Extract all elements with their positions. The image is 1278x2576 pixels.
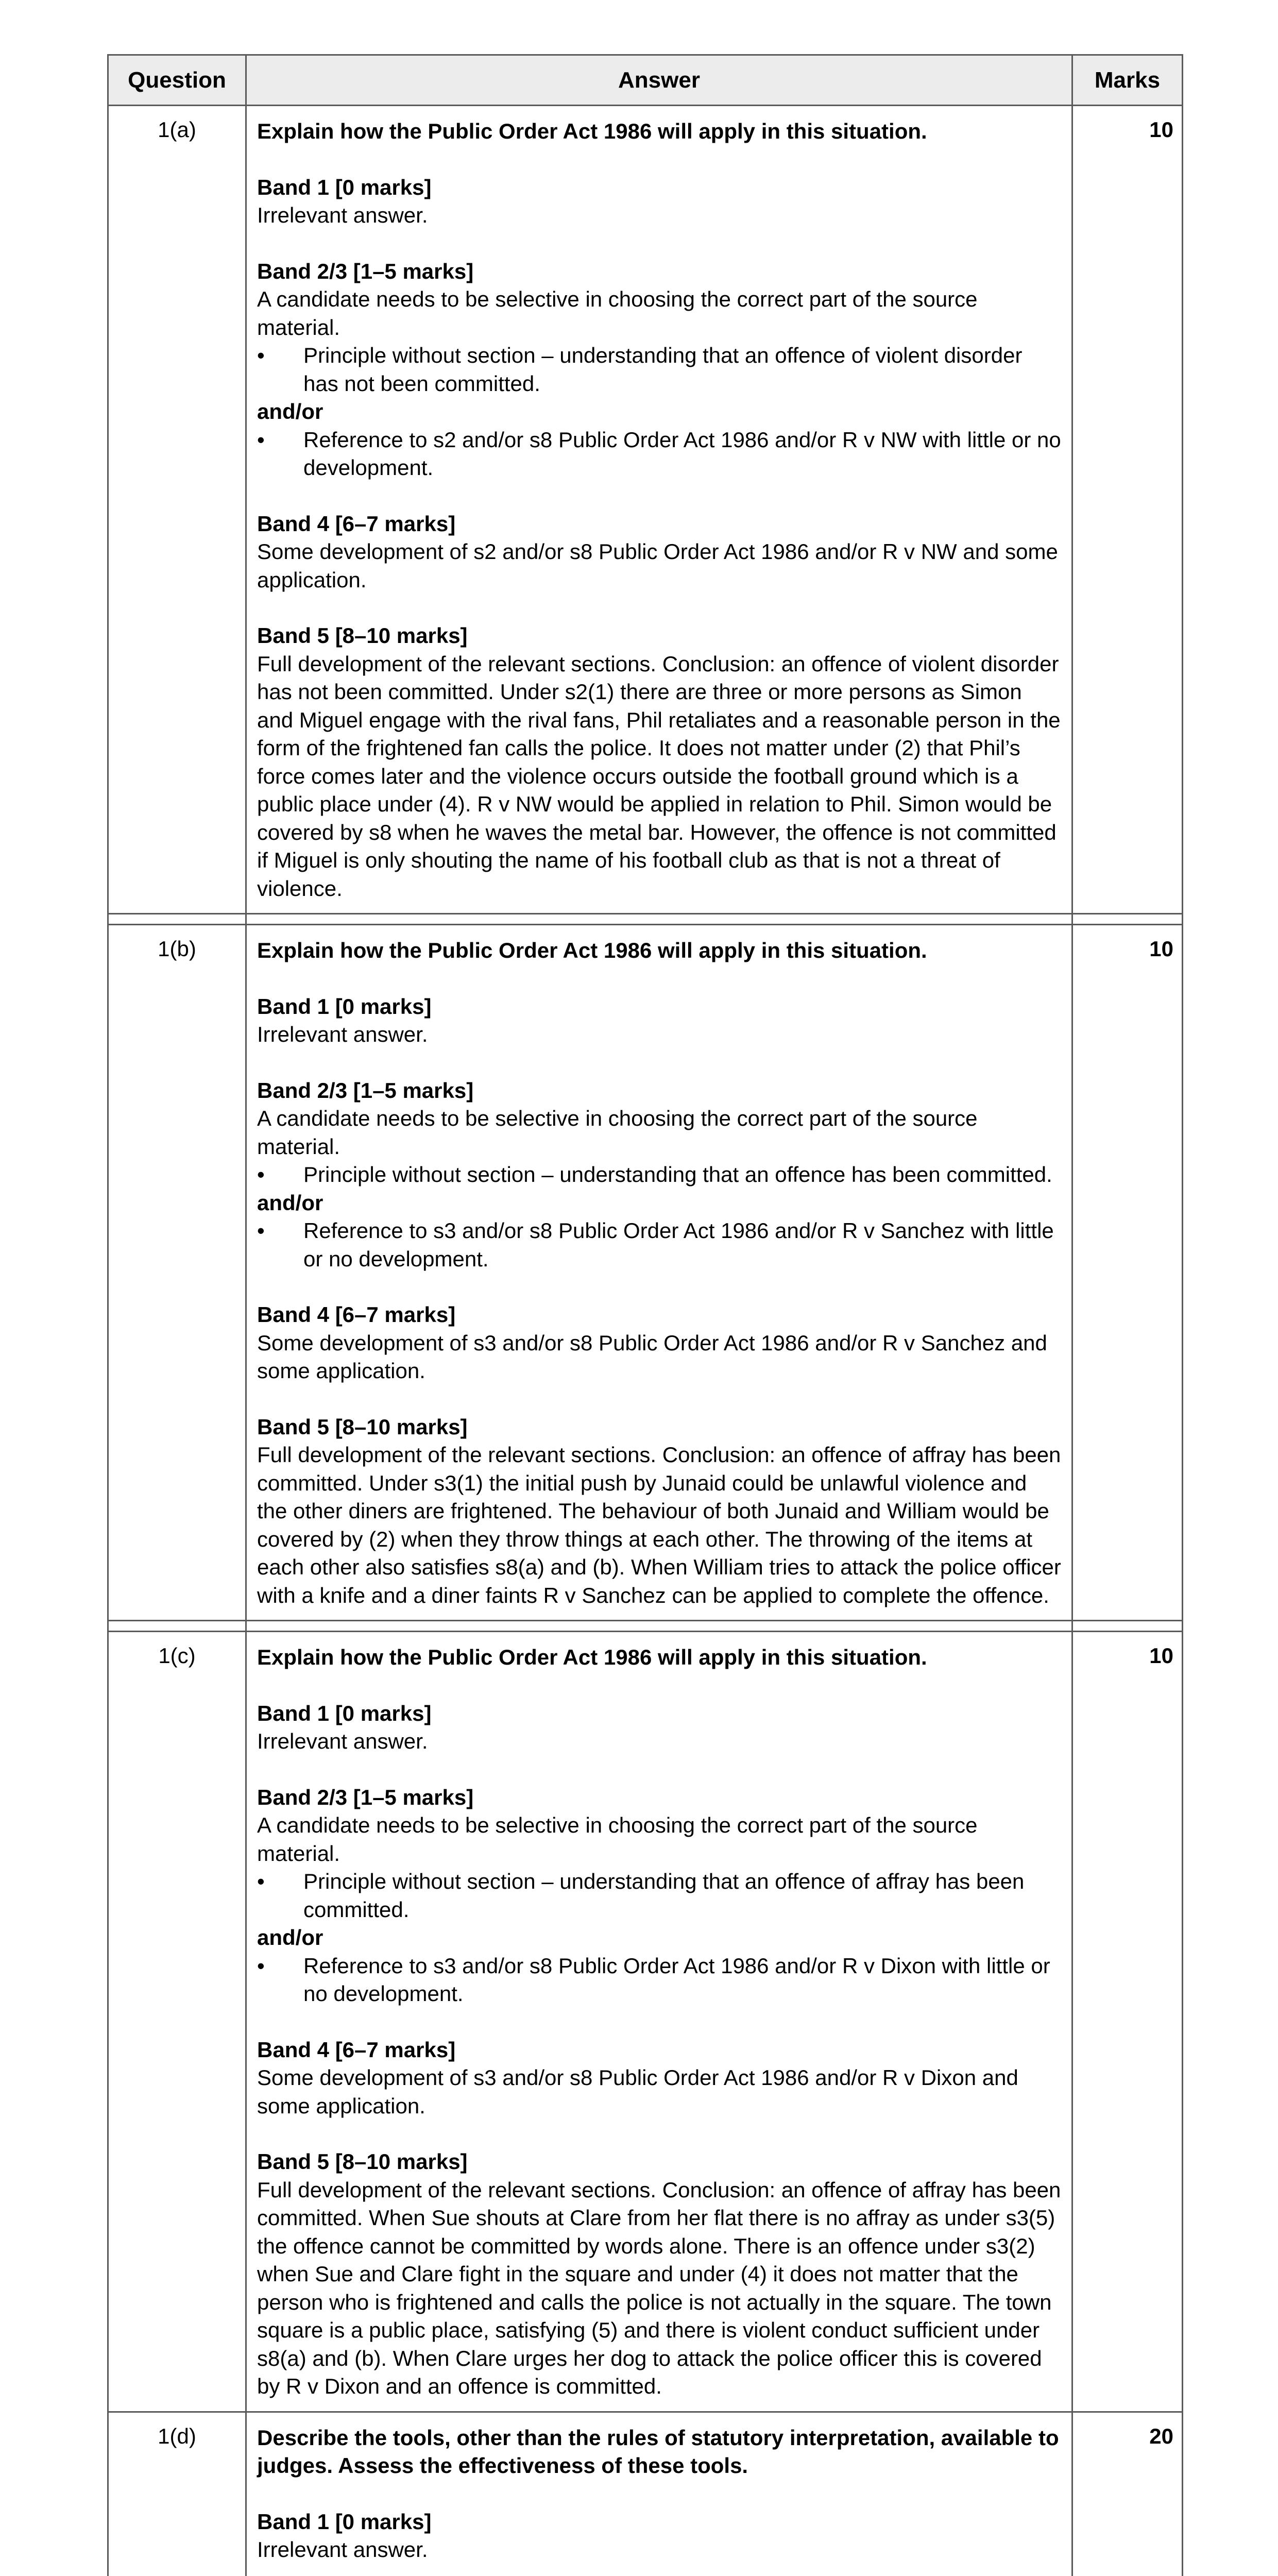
separator-cell (108, 1621, 246, 1632)
row-separator (108, 1621, 1183, 1632)
row-separator (108, 914, 1183, 925)
bullet-icon: • (257, 343, 265, 367)
band-title: Band 4 [6–7 marks] (257, 2037, 456, 2062)
bullet-text: Reference to s2 and/or s8 Public Order Act 1986 and/or R v NW with little or no development. (303, 427, 1061, 480)
mark-scheme-table (107, 54, 1183, 2576)
band-5 (257, 622, 1061, 903)
band-title: Band 2/3 [1–5 marks] (257, 1078, 474, 1103)
band-text: Some development of s3 and/or s8 Public Order Act 1986 and/or R v Sanchez and some application. (257, 1330, 1047, 1383)
band-text: A candidate needs to be selective in choosing the correct part of the source material. (257, 1813, 978, 1866)
bullet-list (257, 1868, 1061, 1924)
band-text: Some development of s2 and/or s8 Public Order Act 1986 and/or R v NW and some application. (257, 539, 1058, 592)
table-row (108, 106, 1183, 914)
band-5 (257, 2148, 1061, 2401)
band-title: Band 4 [6–7 marks] (257, 511, 456, 536)
band-1 (257, 2508, 1061, 2564)
band-4 (257, 1301, 1061, 1385)
separator-cell (1072, 1621, 1183, 1632)
marks-column-header: Marks (1072, 55, 1183, 106)
bullet-text: Reference to s3 and/or s8 Public Order Act 1986 and/or R v Dixon with little or no development. (303, 1953, 1050, 2006)
marks-value: 10 (1072, 1632, 1183, 2412)
band-text: A candidate needs to be selective in choosing the correct part of the source material. (257, 1106, 978, 1159)
bullet-icon: • (257, 1218, 265, 1243)
bullet-item (257, 342, 1061, 398)
question-number: 1(d) (108, 2412, 246, 2576)
bullet-item (257, 1868, 1061, 1924)
question-number: 1(a) (108, 106, 246, 914)
band-text: Irrelevant answer. (257, 2537, 428, 2562)
bullet-icon: • (257, 1162, 265, 1187)
band-title: Band 1 [0 marks] (257, 2509, 432, 2534)
band-text: Full development of the relevant sections. Conclusion: an offence of affray has been committed. Under s3(1) the initial push by Junaid could be unlawful violence and the other diners are frightened. The behaviour of both Junaid and William would be covered by (2) when they throw things at each other. The throwing of the items at each other also satisfies s8(a) and (b). When William tries to attack the police officer with a knife and a diner faints R v Sanchez can be applied to complete the offence. (257, 1443, 1061, 1607)
question-prompt: Explain how the Public Order Act 1986 will apply in this situation. (257, 938, 927, 962)
bullet-list (257, 1217, 1061, 1273)
band-title: Band 5 [8–10 marks] (257, 623, 468, 648)
question-number: 1(b) (108, 925, 246, 1621)
band-text: Full development of the relevant sections. Conclusion: an offence of affray has been committed. When Sue shouts at Clare from her flat there is no affray as under s3(5) the offence cannot be committed by words alone. There is an offence under s3(2) when Sue and Clare fight in the square and under (4) it does not matter that the person who is frightened and calls the police is not actually in the square. The town square is a public place, satisfying (5) and there is violent conduct sufficient under s8(a) and (b). When Clare urges her dog to attack the police officer this is covered by R v Dixon and an offence is committed. (257, 2177, 1061, 2398)
answer-cell (246, 2412, 1072, 2576)
band-1 (257, 993, 1061, 1049)
answer-cell (246, 1632, 1072, 2412)
bullet-item (257, 426, 1061, 482)
bullet-text: Principle without section – understanding that an offence has been committed. (303, 1162, 1052, 1187)
band-text: Full development of the relevant sections. Conclusion: an offence of violent disorder has not been committed. Under s2(1) there are three or more persons as Simon and Miguel engage with the rival fans, Phil retaliates and a reasonable person in the form of the frightened fan calls the police. It does not matter under (2) that Phil’s force comes later and the violence occurs outside the football ground which is a public place under (4). R v NW would be applied in relation to Phil. Simon would be covered by s8 when he waves the metal bar. However, the offence is not committed if Miguel is only shouting the name of his football club as that is not a threat of violence. (257, 651, 1061, 901)
bullet-text: Reference to s3 and/or s8 Public Order Act 1986 and/or R v Sanchez with little or no development. (303, 1218, 1054, 1271)
question-prompt: Describe the tools, other than the rules of statutory interpretation, available to judges. Assess the effectiveness of these tools. (257, 2425, 1059, 2478)
bullet-text: Principle without section – understanding that an offence of affray has been committed. (303, 1869, 1025, 1922)
bullet-list (257, 426, 1061, 482)
table-row (108, 925, 1183, 1621)
bullet-icon: • (257, 1869, 265, 1893)
band-1 (257, 1700, 1061, 1756)
band-text: Irrelevant answer. (257, 1022, 428, 1046)
separator-cell (1072, 914, 1183, 925)
band-text: Some development of s3 and/or s8 Public Order Act 1986 and/or R v Dixon and some application. (257, 2065, 1018, 2118)
marks-value: 10 (1072, 925, 1183, 1621)
table-row (108, 1632, 1183, 2412)
band-5 (257, 1413, 1061, 1610)
bullet-item (257, 1952, 1061, 2008)
band-2-3 (257, 1077, 1061, 1274)
band-text: A candidate needs to be selective in choosing the correct part of the source material. (257, 287, 978, 340)
question-number: 1(c) (108, 1632, 246, 2412)
bullet-item (257, 1161, 1061, 1189)
header-row (108, 55, 1183, 106)
question-prompt: Explain how the Public Order Act 1986 will apply in this situation. (257, 1645, 927, 1669)
marks-value: 10 (1072, 106, 1183, 914)
answer-cell (246, 106, 1072, 914)
and-or-connector: and/or (257, 1190, 323, 1215)
band-title: Band 1 [0 marks] (257, 1701, 432, 1725)
marks-value: 20 (1072, 2412, 1183, 2576)
band-2-3 (257, 258, 1061, 482)
band-text: Irrelevant answer. (257, 203, 428, 227)
mark-scheme-page (107, 54, 1182, 2576)
and-or-connector: and/or (257, 1925, 323, 1950)
band-text: Irrelevant answer. (257, 1729, 428, 1753)
bullet-list (257, 342, 1061, 398)
bullet-text: Principle without section – understanding that an offence of violent disorder has not been committed. (303, 343, 1023, 396)
question-column-header: Question (108, 55, 246, 106)
bullet-list (257, 1161, 1061, 1189)
band-title: Band 4 [6–7 marks] (257, 1302, 456, 1327)
band-4 (257, 2036, 1061, 2121)
band-1 (257, 174, 1061, 230)
band-title: Band 2/3 [1–5 marks] (257, 259, 474, 283)
separator-cell (246, 1621, 1072, 1632)
answer-cell (246, 925, 1072, 1621)
question-prompt: Explain how the Public Order Act 1986 will apply in this situation. (257, 119, 927, 143)
bullet-item (257, 1217, 1061, 1273)
band-title: Band 1 [0 marks] (257, 994, 432, 1019)
band-title: Band 5 [8–10 marks] (257, 2149, 468, 2174)
band-title: Band 2/3 [1–5 marks] (257, 1785, 474, 1809)
band-title: Band 5 [8–10 marks] (257, 1414, 468, 1439)
bullet-list (257, 1952, 1061, 2008)
separator-cell (246, 914, 1072, 925)
table-row (108, 2412, 1183, 2576)
bullet-icon: • (257, 427, 265, 452)
answer-column-header: Answer (246, 55, 1072, 106)
band-2-3 (257, 1784, 1061, 2008)
and-or-connector: and/or (257, 399, 323, 423)
band-title: Band 1 [0 marks] (257, 175, 432, 199)
band-4 (257, 510, 1061, 595)
bullet-icon: • (257, 1953, 265, 1978)
separator-cell (108, 914, 246, 925)
